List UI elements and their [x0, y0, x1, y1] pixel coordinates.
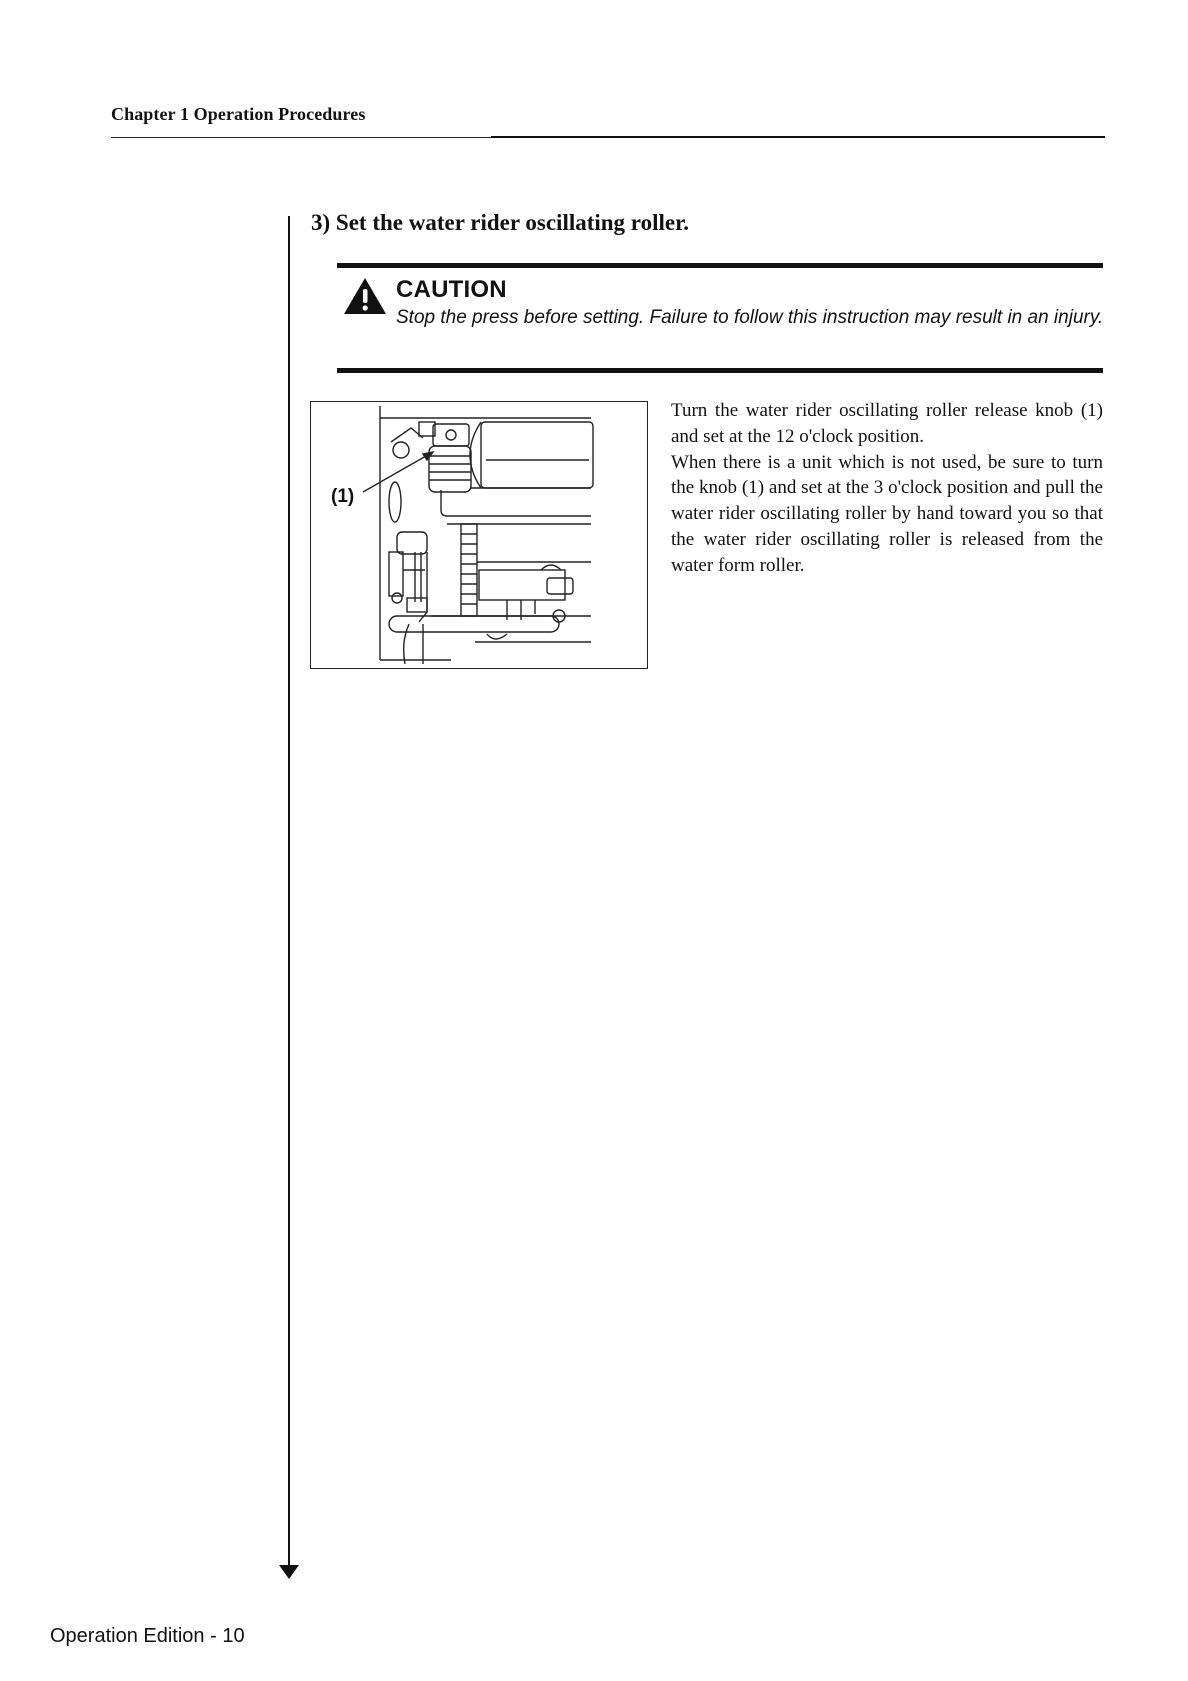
figure-callout-label: (1) [331, 486, 355, 507]
caution-rule-bottom [337, 368, 1103, 373]
down-arrow-icon [279, 1565, 299, 1579]
caution-label: CAUTION [396, 276, 507, 303]
header-rule-thick [491, 136, 1105, 138]
caution-text: Stop the press before setting. Failure to follow this instruction may result in an injury. [396, 307, 1104, 328]
caution-rule-top [337, 263, 1103, 268]
step-title: 3) Set the water rider oscillating roller. [311, 210, 689, 235]
header-rule-thin [111, 137, 491, 138]
instruction-paragraph-2: When there is a unit which is not used, be sure to turn the knob (1) and set at the 3 o'clock position and pull the water rider oscillating roller by hand toward you so that the water rider oscillating roller is released from the water form roller. [671, 451, 1103, 576]
warning-triangle-icon [342, 276, 388, 316]
page-footer: Operation Edition - 10 [50, 1625, 245, 1647]
roller-figure [310, 401, 648, 669]
procedure-flow-line [288, 216, 290, 1565]
chapter-header: Chapter 1 Operation Procedures [111, 104, 366, 124]
instruction-text [671, 398, 1103, 579]
instruction-paragraph-1: Turn the water rider oscillating roller release knob (1) and set at the 12 o'clock position. [671, 400, 1103, 447]
roller-mechanism-illustration [311, 402, 646, 667]
